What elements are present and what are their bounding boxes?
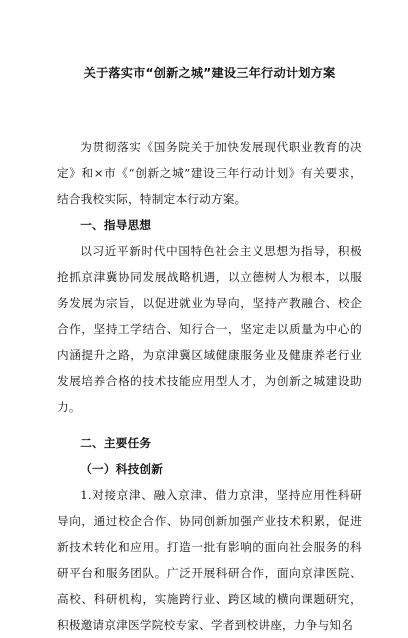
guiding-ideology-paragraph: 以习近平新时代中国特色社会主义思想为指导，积极抢抓京津冀协同发展战略机遇，以立德树人为根本，以服务发展为宗旨，以促进就业为导向，坚持产教融合、校企合作，坚持工学结合、知行合一，坚定走以质量为中心的内涵提升之路，为京津冀区域健康服务业及健康养老行业发展培养合格的技术技能应用型人才，为创新之城建设助力。 bbox=[57, 244, 362, 414]
section-heading-main-tasks: 二、主要任务 bbox=[80, 436, 152, 450]
subsection-heading-tech-innovation: （一）科技创新 bbox=[80, 462, 164, 476]
section-spacer bbox=[57, 420, 362, 430]
section-heading-guiding-ideology: 一、指导思想 bbox=[80, 218, 152, 232]
document-body bbox=[57, 134, 362, 638]
intro-paragraph: 为贯彻落实《国务院关于加快发展现代职业教育的决定》和×市《“创新之城”建设三年行动计划》有关要求，结合我校实际，特制定本行动方案。 bbox=[57, 140, 362, 206]
tech-innovation-paragraph: 1.对接京津、融入京津、借力京津，坚持应用性科研导向，通过校企合作、协同创新加强产业技术积累，促进新技术转化和应用。打造一批有影响的面向社会服务的科研平台和服务团队。广泛开展科研合作，面向京津医院、高校、科研机构，实施跨行业、跨区域的横向课题研究，积极邀请京津医学院校专家、学者到校讲座，力争与知名 bbox=[57, 488, 362, 632]
document-title: 关于落实市“创新之城”建设三年行动计划方案 bbox=[83, 66, 336, 80]
